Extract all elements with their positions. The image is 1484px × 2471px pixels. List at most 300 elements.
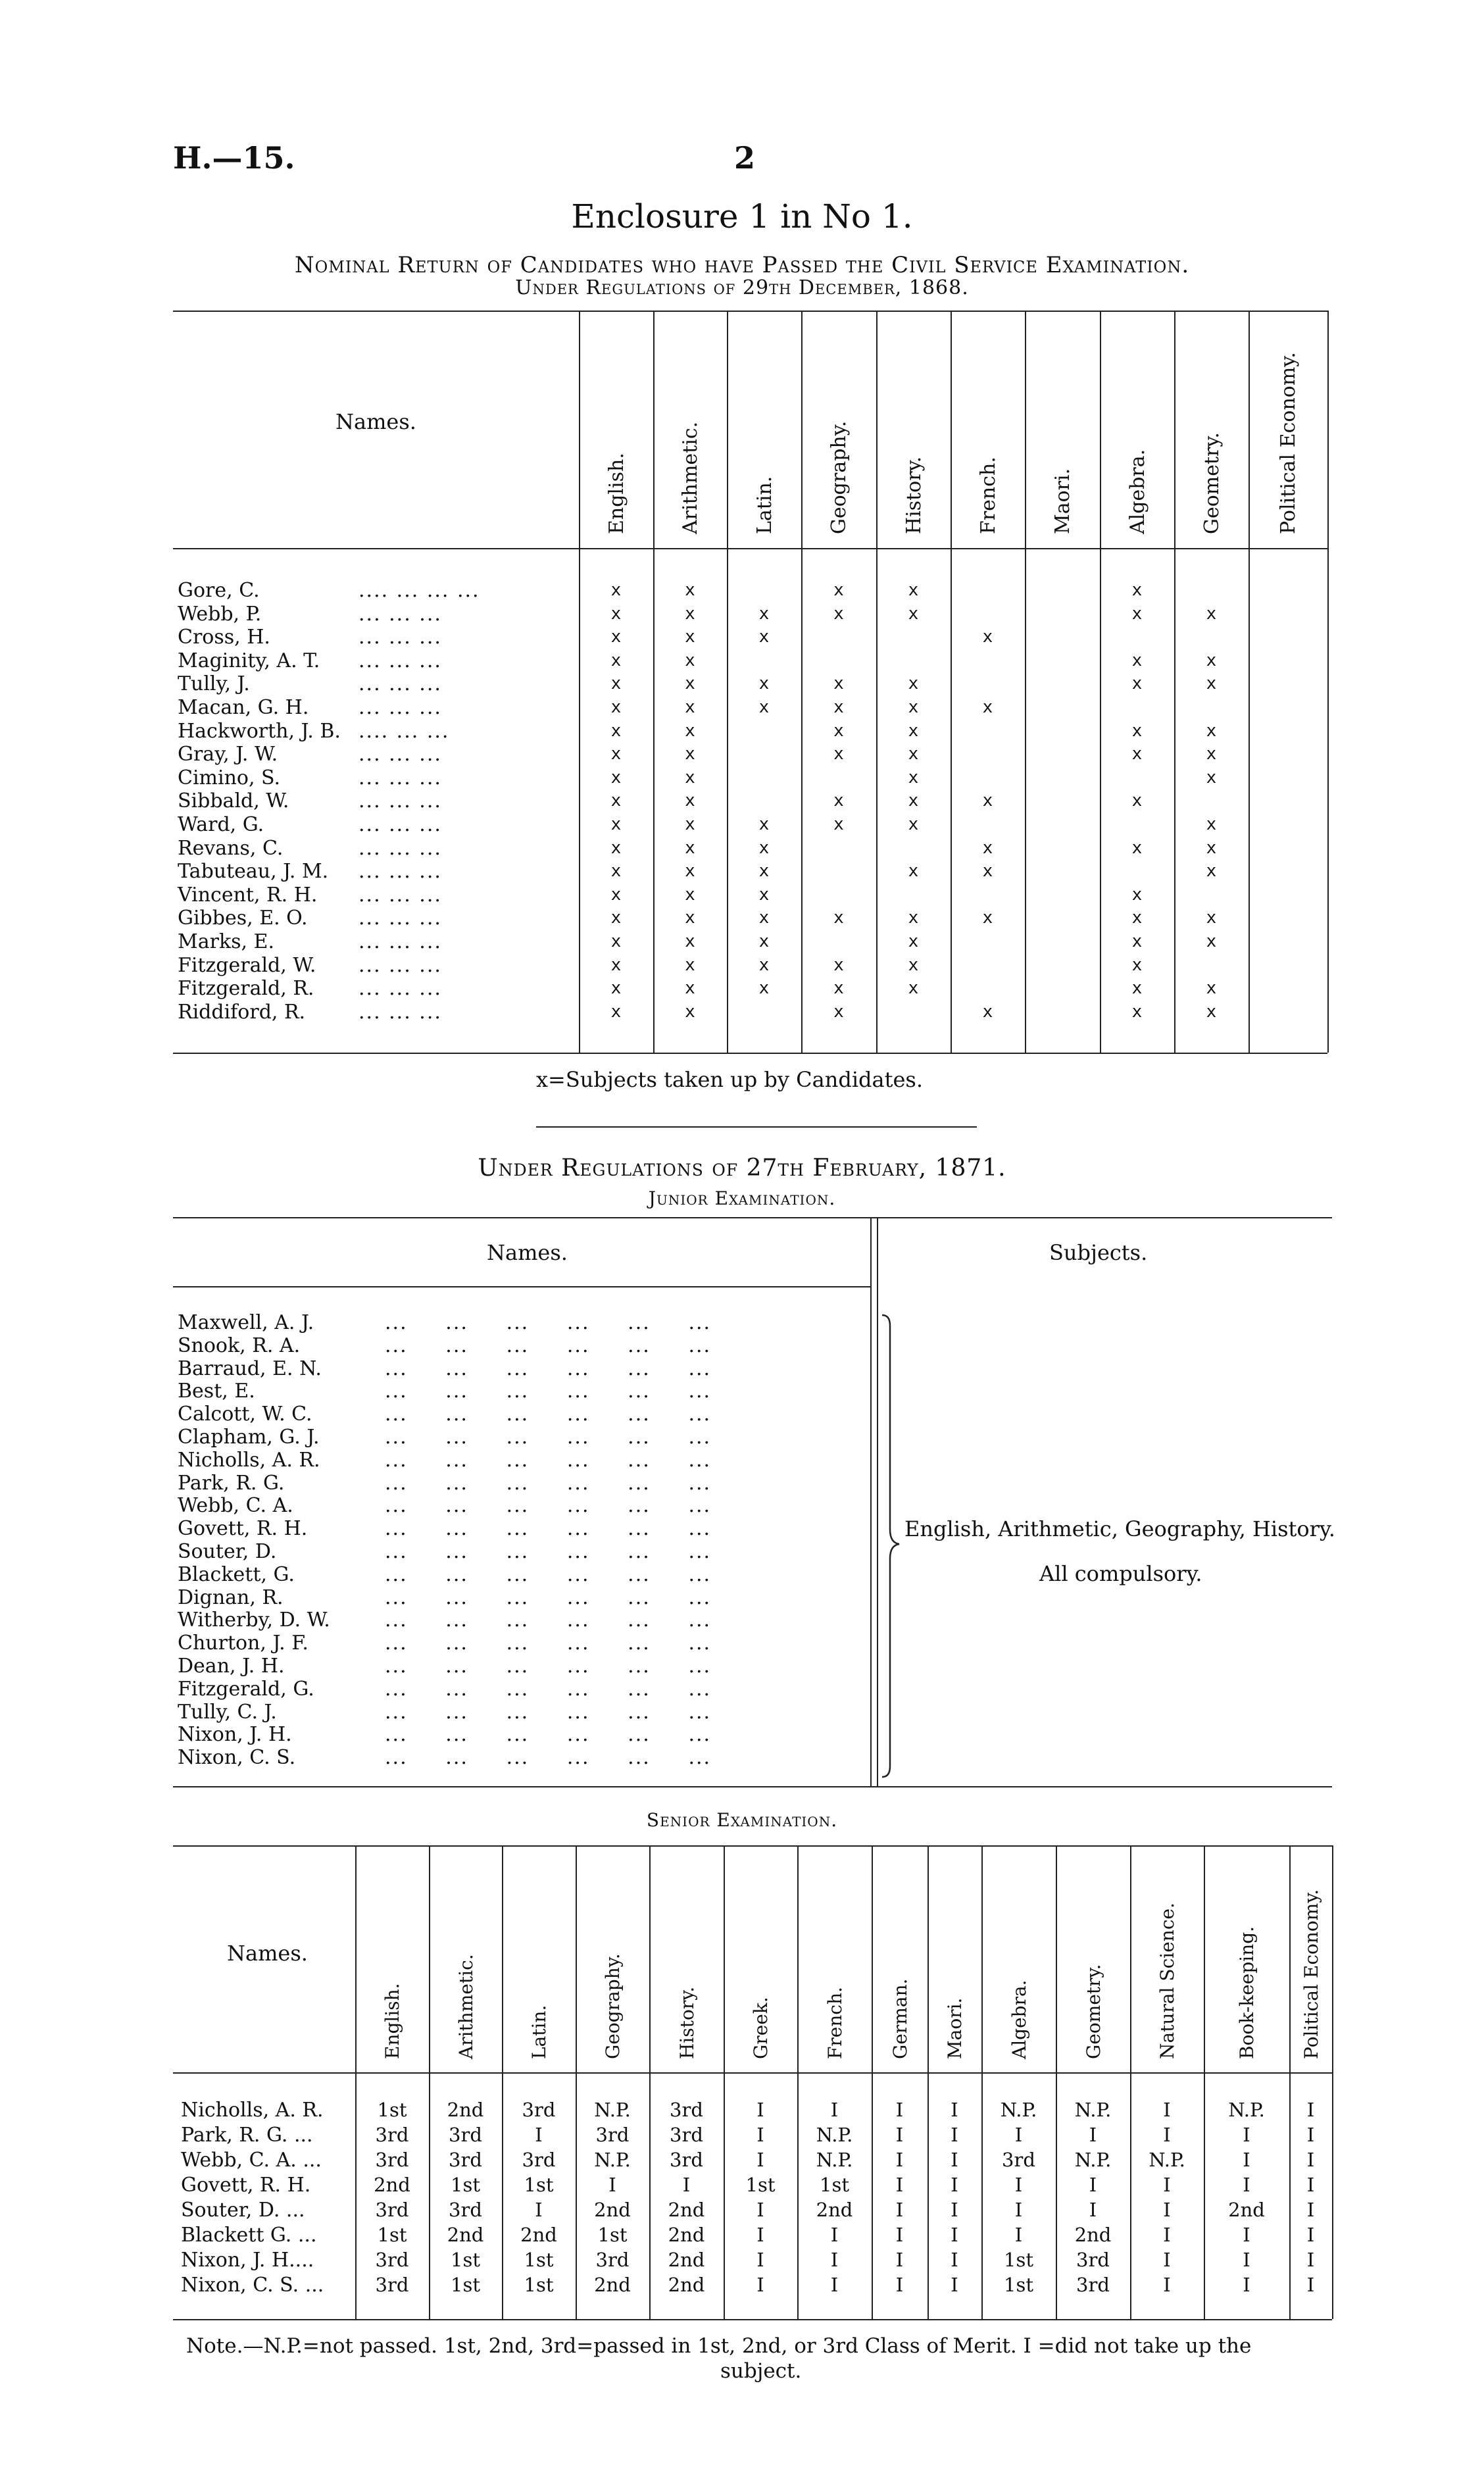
table1-mark: x bbox=[833, 955, 844, 975]
senior-column-rule bbox=[1332, 1845, 1333, 2319]
table1-mark: x bbox=[758, 814, 770, 834]
junior-row-name: Best, E. bbox=[178, 1380, 255, 1403]
table1-row-name: Webb, P. bbox=[178, 602, 262, 626]
senior-cell: I bbox=[895, 2274, 904, 2296]
table1-row-leader: ... ... ... bbox=[359, 883, 442, 907]
junior-row-name: Clapham, G. J. bbox=[178, 1426, 320, 1449]
senior-cell: 2nd bbox=[594, 2274, 631, 2296]
table1-mark: x bbox=[833, 744, 844, 764]
table1-mark: x bbox=[1206, 978, 1217, 999]
senior-cell: I bbox=[1243, 2274, 1250, 2296]
senior-cell: 1st bbox=[820, 2174, 849, 2196]
senior-cell: 3rd bbox=[522, 2099, 556, 2121]
senior-cell: I bbox=[1163, 2124, 1171, 2146]
senior-row-name: Blackett G. ... bbox=[181, 2224, 317, 2247]
senior-cell: I bbox=[1163, 2174, 1171, 2196]
senior-cell: 3rd bbox=[375, 2149, 409, 2171]
table1-mark: x bbox=[833, 580, 844, 600]
senior-cell: I bbox=[1089, 2199, 1097, 2221]
senior-subject-header: Geometry. bbox=[1082, 1964, 1104, 2059]
junior-row-name: Nicholls, A. R. bbox=[178, 1448, 320, 1472]
table1-mark: x bbox=[685, 908, 695, 928]
table1-row-leader: .... ... ... bbox=[359, 719, 450, 743]
table1-mark: x bbox=[908, 767, 919, 787]
table1-row-name: Riddiford, R. bbox=[178, 1000, 306, 1024]
table1-mark: x bbox=[908, 814, 919, 834]
table1-header-rule bbox=[173, 548, 1327, 549]
table1-column-rule bbox=[579, 311, 580, 1053]
table1-mark: x bbox=[685, 955, 695, 975]
senior-cell: 2nd bbox=[816, 2199, 853, 2221]
senior-cell: I bbox=[1306, 2174, 1315, 2196]
senior-subject-header: German. bbox=[889, 1978, 911, 2059]
senior-cell: I bbox=[951, 2199, 958, 2221]
table1-subject-header: Latin. bbox=[753, 476, 776, 534]
junior-subjects-text: English, Arithmetic, Geography, History. bbox=[904, 1516, 1335, 1541]
senior-cell: I bbox=[756, 2149, 764, 2171]
senior-cell: I bbox=[895, 2099, 904, 2121]
table1-mark: x bbox=[1131, 837, 1143, 858]
table1-row-name: Tabuteau, J. M. bbox=[178, 860, 329, 884]
junior-row-leader: ... ... ... ... ... ... bbox=[385, 1448, 712, 1472]
table1-row-leader: ... ... ... bbox=[359, 626, 442, 649]
junior-bottom-rule bbox=[173, 1786, 1332, 1787]
senior-cell: 3rd bbox=[1076, 2274, 1110, 2296]
table1-mark: x bbox=[610, 720, 622, 741]
table1-row-name: Gore, C. bbox=[178, 579, 260, 602]
senior-row-name: Webb, C. A. ... bbox=[181, 2149, 322, 2172]
junior-row-leader: ... ... ... ... ... ... bbox=[385, 1403, 712, 1426]
table1-column-rule bbox=[1249, 311, 1250, 1053]
table1-mark: x bbox=[1131, 603, 1143, 624]
senior-column-rule bbox=[797, 1845, 799, 2319]
junior-exam-title: Junior Examination. bbox=[648, 1187, 836, 1209]
table1-mark: x bbox=[610, 932, 622, 951]
document-reference: H.—15. bbox=[173, 140, 295, 176]
table1-mark: x bbox=[758, 837, 770, 858]
senior-subject-header: Book-keeping. bbox=[1236, 1926, 1258, 2059]
table1-mark: x bbox=[610, 908, 622, 928]
senior-cell: I bbox=[895, 2174, 904, 2196]
senior-cell: I bbox=[951, 2124, 958, 2146]
table1-mark: x bbox=[982, 837, 993, 858]
senior-cell: I bbox=[1306, 2149, 1315, 2171]
table1-mark: x bbox=[1131, 955, 1143, 975]
senior-cell: 2nd bbox=[668, 2199, 705, 2221]
junior-compulsory-text: All compulsory. bbox=[1039, 1561, 1202, 1586]
senior-note-continued: subject. bbox=[720, 2359, 802, 2383]
table1-column-rule bbox=[876, 311, 878, 1053]
table1-row-leader: ... ... ... bbox=[359, 836, 442, 860]
table1-mark: x bbox=[758, 955, 770, 975]
senior-cell: 1st bbox=[451, 2274, 480, 2296]
table1-mark: x bbox=[1131, 674, 1143, 694]
senior-cell: 3rd bbox=[449, 2149, 482, 2171]
senior-row-name: Nixon, C. S. ... bbox=[181, 2274, 324, 2297]
senior-subject-header: Maori. bbox=[944, 1997, 966, 2059]
table1-mark: x bbox=[685, 1001, 695, 1022]
senior-cell: I bbox=[608, 2174, 616, 2196]
senior-cell: I bbox=[535, 2199, 543, 2221]
table1-mark: x bbox=[685, 767, 695, 787]
table1-mark: x bbox=[758, 908, 770, 928]
table1-mark: x bbox=[610, 674, 622, 694]
junior-row-name: Snook, R. A. bbox=[178, 1334, 301, 1357]
senior-subject-header: Arithmetic. bbox=[455, 1954, 477, 2059]
senior-cell: I bbox=[1089, 2174, 1097, 2196]
senior-cell: I bbox=[1014, 2124, 1023, 2146]
senior-cell: 3rd bbox=[1076, 2249, 1110, 2271]
table1-mark: x bbox=[833, 697, 844, 717]
senior-cell: I bbox=[895, 2224, 904, 2246]
table1-mark: x bbox=[908, 791, 919, 811]
regulations-1868-subtitle: Under Regulations of 29th December, 1868. bbox=[515, 276, 969, 299]
junior-row-leader: ... ... ... ... ... ... bbox=[385, 1609, 712, 1632]
table1-mark: x bbox=[610, 697, 622, 717]
table1-mark: x bbox=[982, 1001, 993, 1022]
senior-cell: I bbox=[756, 2124, 764, 2146]
table1-mark: x bbox=[982, 908, 993, 928]
table1-mark: x bbox=[1206, 932, 1217, 951]
table1-mark: x bbox=[610, 814, 622, 834]
senior-cell: 2nd bbox=[1074, 2224, 1112, 2246]
senior-cell: 1st bbox=[524, 2249, 554, 2271]
junior-row-name: Dignan, R. bbox=[178, 1585, 284, 1609]
senior-cell: I bbox=[1243, 2249, 1250, 2271]
section-divider bbox=[536, 1126, 977, 1128]
senior-cell: 3rd bbox=[595, 2249, 630, 2271]
table1-mark: x bbox=[1206, 674, 1217, 694]
senior-cell: I bbox=[756, 2199, 764, 2221]
table1-mark: x bbox=[833, 1001, 844, 1022]
senior-cell: I bbox=[1163, 2274, 1171, 2296]
junior-row-leader: ... ... ... ... ... ... bbox=[385, 1746, 712, 1770]
table1-mark: x bbox=[908, 861, 919, 882]
table1-subject-header: History. bbox=[902, 456, 926, 534]
table1-mark: x bbox=[833, 791, 844, 811]
senior-cell: 3rd bbox=[670, 2099, 703, 2121]
senior-cell: N.P. bbox=[1074, 2149, 1112, 2171]
junior-row-leader: ... ... ... ... ... ... bbox=[385, 1334, 712, 1357]
senior-cell: 1st bbox=[377, 2224, 407, 2246]
senior-cell: I bbox=[1306, 2099, 1315, 2121]
senior-cell: I bbox=[1306, 2224, 1315, 2246]
junior-header-rule bbox=[173, 1286, 870, 1287]
table1-row-name: Fitzgerald, W. bbox=[178, 953, 316, 977]
senior-cell: I bbox=[1306, 2124, 1315, 2146]
senior-cell: 2nd bbox=[594, 2199, 631, 2221]
table1-mark: x bbox=[685, 627, 695, 647]
table1-mark: x bbox=[610, 884, 622, 905]
senior-subject-header: Natural Science. bbox=[1156, 1903, 1178, 2059]
senior-cell: 2nd bbox=[668, 2224, 705, 2246]
table1-mark: x bbox=[758, 697, 770, 717]
senior-cell: 2nd bbox=[374, 2174, 410, 2196]
table1-mark: x bbox=[1206, 603, 1217, 624]
junior-row-name: Souter, D. bbox=[178, 1540, 277, 1563]
senior-column-rule bbox=[1056, 1845, 1057, 2319]
senior-cell: N.P. bbox=[816, 2124, 853, 2146]
senior-header-rule bbox=[173, 2072, 1332, 2074]
table1-mark: x bbox=[610, 627, 622, 647]
junior-row-name: Nixon, J. H. bbox=[178, 1723, 292, 1747]
senior-column-rule bbox=[502, 1845, 503, 2319]
senior-cell: I bbox=[1163, 2249, 1171, 2271]
junior-brace bbox=[878, 1312, 911, 1780]
senior-column-rule bbox=[981, 1845, 983, 2319]
senior-cell: I bbox=[951, 2224, 958, 2246]
table1-mark: x bbox=[982, 627, 993, 647]
senior-cell: 2nd bbox=[447, 2099, 484, 2121]
senior-cell: I bbox=[756, 2249, 764, 2271]
senior-cell: I bbox=[1163, 2199, 1171, 2221]
senior-column-rule bbox=[1130, 1845, 1131, 2319]
senior-cell: N.P. bbox=[1149, 2149, 1185, 2171]
junior-row-leader: ... ... ... ... ... ... bbox=[385, 1494, 712, 1518]
senior-column-rule bbox=[1289, 1845, 1291, 2319]
table1-top-rule bbox=[173, 311, 1327, 312]
senior-cell: 2nd bbox=[520, 2224, 557, 2246]
senior-subject-header: French. bbox=[824, 1986, 846, 2059]
senior-column-rule bbox=[1204, 1845, 1205, 2319]
senior-cell: 1st bbox=[451, 2174, 480, 2196]
table1-mark: x bbox=[1206, 814, 1217, 834]
junior-row-leader: ... ... ... ... ... ... bbox=[385, 1471, 712, 1495]
table1-row-leader: ... ... ... bbox=[359, 1000, 442, 1024]
junior-row-name: Dean, J. H. bbox=[178, 1655, 285, 1678]
junior-row-leader: ... ... ... ... ... ... bbox=[385, 1380, 712, 1403]
senior-cell: I bbox=[1014, 2174, 1023, 2196]
table1-mark: x bbox=[610, 861, 622, 882]
senior-cell: 3rd bbox=[670, 2149, 703, 2171]
table1-mark: x bbox=[610, 580, 622, 600]
table1-column-rule bbox=[1100, 311, 1101, 1053]
junior-row-name: Maxwell, A. J. bbox=[178, 1311, 314, 1334]
table1-mark: x bbox=[908, 932, 919, 951]
senior-cell: I bbox=[1163, 2224, 1171, 2246]
senior-cell: 1st bbox=[1004, 2249, 1033, 2271]
senior-cell: I bbox=[535, 2124, 543, 2146]
senior-subject-header: Geography. bbox=[602, 1953, 624, 2059]
table1-row-name: Marks, E. bbox=[178, 930, 275, 953]
table1-column-rule bbox=[1327, 311, 1329, 1053]
junior-row-leader: ... ... ... ... ... ... bbox=[385, 1677, 712, 1701]
senior-cell: I bbox=[951, 2249, 958, 2271]
junior-row-name: Blackett, G. bbox=[178, 1562, 295, 1586]
table1-mark: x bbox=[685, 580, 695, 600]
senior-cell: I bbox=[1306, 2199, 1315, 2221]
table1-mark: x bbox=[908, 908, 919, 928]
table1-mark: x bbox=[610, 744, 622, 764]
senior-cell: I bbox=[895, 2249, 904, 2271]
senior-cell: I bbox=[895, 2199, 904, 2221]
table1-mark: x bbox=[1206, 1001, 1217, 1022]
table1-mark: x bbox=[833, 603, 844, 624]
table1-row-name: Cimino, S. bbox=[178, 766, 281, 789]
table1-subject-header: English. bbox=[605, 453, 628, 534]
table1-mark: x bbox=[908, 978, 919, 999]
senior-cell: 3rd bbox=[595, 2124, 630, 2146]
senior-cell: N.P. bbox=[594, 2099, 631, 2121]
table1-mark: x bbox=[685, 674, 695, 694]
senior-cell: I bbox=[951, 2099, 958, 2121]
table1-column-rule bbox=[1025, 311, 1026, 1053]
senior-cell: 1st bbox=[451, 2249, 480, 2271]
table1-row-name: Gibbes, E. O. bbox=[178, 907, 308, 930]
senior-subject-header: Algebra. bbox=[1008, 1980, 1030, 2059]
table1-mark: x bbox=[1131, 720, 1143, 741]
senior-cell: 3rd bbox=[522, 2149, 556, 2171]
table1-mark: x bbox=[1206, 767, 1217, 787]
table1-mark: x bbox=[758, 603, 770, 624]
table1-footnote: x=Subjects taken up by Candidates. bbox=[536, 1067, 923, 1092]
table1-mark: x bbox=[685, 791, 695, 811]
table1-mark: x bbox=[908, 697, 919, 717]
senior-cell: I bbox=[830, 2274, 839, 2296]
table1-row-leader: ... ... ... bbox=[359, 953, 442, 977]
senior-row-name: Nixon, J. H.... bbox=[181, 2249, 314, 2272]
senior-cell: 2nd bbox=[668, 2274, 705, 2296]
table1-row-name: Gray, J. W. bbox=[178, 743, 278, 766]
senior-cell: 3rd bbox=[449, 2124, 482, 2146]
senior-cell: 1st bbox=[377, 2099, 407, 2121]
senior-subject-header: English. bbox=[382, 1983, 403, 2059]
senior-cell: 2nd bbox=[1228, 2199, 1265, 2221]
senior-cell: 3rd bbox=[670, 2124, 703, 2146]
table1-bottom-rule bbox=[173, 1053, 1327, 1054]
senior-column-rule bbox=[649, 1845, 651, 2319]
junior-row-leader: ... ... ... ... ... ... bbox=[385, 1585, 712, 1609]
senior-column-rule bbox=[576, 1845, 577, 2319]
table1-mark: x bbox=[1131, 978, 1143, 999]
junior-row-leader: ... ... ... ... ... ... bbox=[385, 1723, 712, 1747]
table1-mark: x bbox=[1131, 908, 1143, 928]
junior-row-leader: ... ... ... ... ... ... bbox=[385, 1562, 712, 1586]
senior-cell: I bbox=[1014, 2199, 1023, 2221]
table1-mark: x bbox=[1131, 744, 1143, 764]
table1-mark: x bbox=[685, 603, 695, 624]
senior-cell: 1st bbox=[1004, 2274, 1033, 2296]
table1-row-leader: .... ... ... ... bbox=[359, 579, 480, 602]
senior-row-name: Souter, D. ... bbox=[181, 2199, 305, 2222]
senior-cell: 3rd bbox=[375, 2274, 409, 2296]
senior-cell: 1st bbox=[597, 2224, 628, 2246]
page-number: 2 bbox=[734, 140, 756, 176]
table1-mark: x bbox=[1206, 744, 1217, 764]
senior-column-rule bbox=[355, 1845, 357, 2319]
senior-cell: 2nd bbox=[668, 2249, 705, 2271]
table1-mark: x bbox=[685, 837, 695, 858]
senior-cell: I bbox=[1243, 2224, 1250, 2246]
table1-mark: x bbox=[833, 814, 844, 834]
senior-cell: N.P. bbox=[1074, 2099, 1112, 2121]
senior-cell: 1st bbox=[745, 2174, 776, 2196]
senior-cell: 2nd bbox=[447, 2224, 484, 2246]
senior-cell: I bbox=[1163, 2099, 1171, 2121]
table1-mark: x bbox=[833, 978, 844, 999]
senior-column-rule bbox=[872, 1845, 873, 2319]
senior-cell: I bbox=[951, 2149, 958, 2171]
junior-row-leader: ... ... ... ... ... ... bbox=[385, 1655, 712, 1678]
table1-mark: x bbox=[1131, 884, 1143, 905]
senior-top-rule bbox=[173, 1845, 1332, 1847]
table1-subject-header: Political Economy. bbox=[1277, 352, 1300, 534]
junior-row-name: Tully, C. J. bbox=[178, 1700, 277, 1724]
table1-row-leader: ... ... ... bbox=[359, 649, 442, 672]
table1-mark: x bbox=[685, 720, 695, 741]
table1-row-name: Cross, H. bbox=[178, 626, 270, 649]
senior-cell: I bbox=[756, 2099, 764, 2121]
senior-row-name: Govett, R. H. bbox=[181, 2174, 311, 2197]
table1-mark: x bbox=[908, 720, 919, 741]
table1-mark: x bbox=[833, 674, 844, 694]
table1-mark: x bbox=[908, 674, 919, 694]
table1-mark: x bbox=[758, 674, 770, 694]
senior-row-name: Park, R. G. ... bbox=[181, 2124, 313, 2147]
table1-mark: x bbox=[610, 791, 622, 811]
table1-subject-header: Geography. bbox=[828, 420, 851, 534]
senior-cell: N.P. bbox=[1228, 2099, 1265, 2121]
junior-subjects-header: Subjects. bbox=[1049, 1240, 1148, 1265]
table1-mark: x bbox=[685, 697, 695, 717]
senior-cell: I bbox=[951, 2174, 958, 2196]
senior-subject-header: Latin. bbox=[528, 2005, 550, 2059]
table1-subject-header: Maori. bbox=[1051, 468, 1074, 534]
senior-cell: I bbox=[756, 2224, 764, 2246]
senior-note: Note.—N.P.=not passed. 1st, 2nd, 3rd=passed in 1st, 2nd, or 3rd Class of Merit. I =did not take up the bbox=[186, 2334, 1252, 2358]
table1-mark: x bbox=[610, 955, 622, 975]
table1-row-leader: ... ... ... bbox=[359, 743, 442, 766]
table1-subject-header: Arithmetic. bbox=[679, 421, 702, 534]
table1-mark: x bbox=[982, 697, 993, 717]
junior-top-rule bbox=[173, 1217, 1332, 1218]
table1-mark: x bbox=[685, 814, 695, 834]
table1-subject-header: Geometry. bbox=[1200, 432, 1224, 534]
table1-mark: x bbox=[833, 720, 844, 741]
table1-mark: x bbox=[685, 744, 695, 764]
table1-mark: x bbox=[1206, 650, 1217, 670]
senior-cell: 3rd bbox=[375, 2199, 409, 2221]
table1-mark: x bbox=[1131, 791, 1143, 811]
table1-mark: x bbox=[908, 603, 919, 624]
senior-cell: 3rd bbox=[449, 2199, 482, 2221]
junior-row-leader: ... ... ... ... ... ... bbox=[385, 1540, 712, 1563]
table1-row-name: Ward, G. bbox=[178, 813, 264, 836]
senior-column-rule bbox=[928, 1845, 929, 2319]
table1-subject-header: Algebra. bbox=[1125, 449, 1149, 534]
table1-mark: x bbox=[758, 978, 770, 999]
table1-mark: x bbox=[610, 767, 622, 787]
table1-column-rule bbox=[801, 311, 803, 1053]
table1-row-name: Sibbald, W. bbox=[178, 789, 289, 813]
table1-row-name: Vincent, R. H. bbox=[178, 883, 318, 907]
table1-mark: x bbox=[610, 650, 622, 670]
table1-row-leader: ... ... ... bbox=[359, 813, 442, 836]
table1-mark: x bbox=[685, 861, 695, 882]
table1-mark: x bbox=[982, 791, 993, 811]
table1-row-leader: ... ... ... bbox=[359, 977, 442, 1001]
table1-column-rule bbox=[1174, 311, 1175, 1053]
senior-cell: I bbox=[756, 2274, 764, 2296]
senior-cell: I bbox=[1243, 2149, 1250, 2171]
table1-mark: x bbox=[685, 650, 695, 670]
table1-row-leader: ... ... ... bbox=[359, 696, 442, 719]
table1-row-leader: ... ... ... bbox=[359, 907, 442, 930]
junior-row-leader: ... ... ... ... ... ... bbox=[385, 1632, 712, 1655]
table1-row-name: Macan, G. H. bbox=[178, 696, 309, 719]
senior-column-rule bbox=[724, 1845, 725, 2319]
table1-mark: x bbox=[908, 955, 919, 975]
